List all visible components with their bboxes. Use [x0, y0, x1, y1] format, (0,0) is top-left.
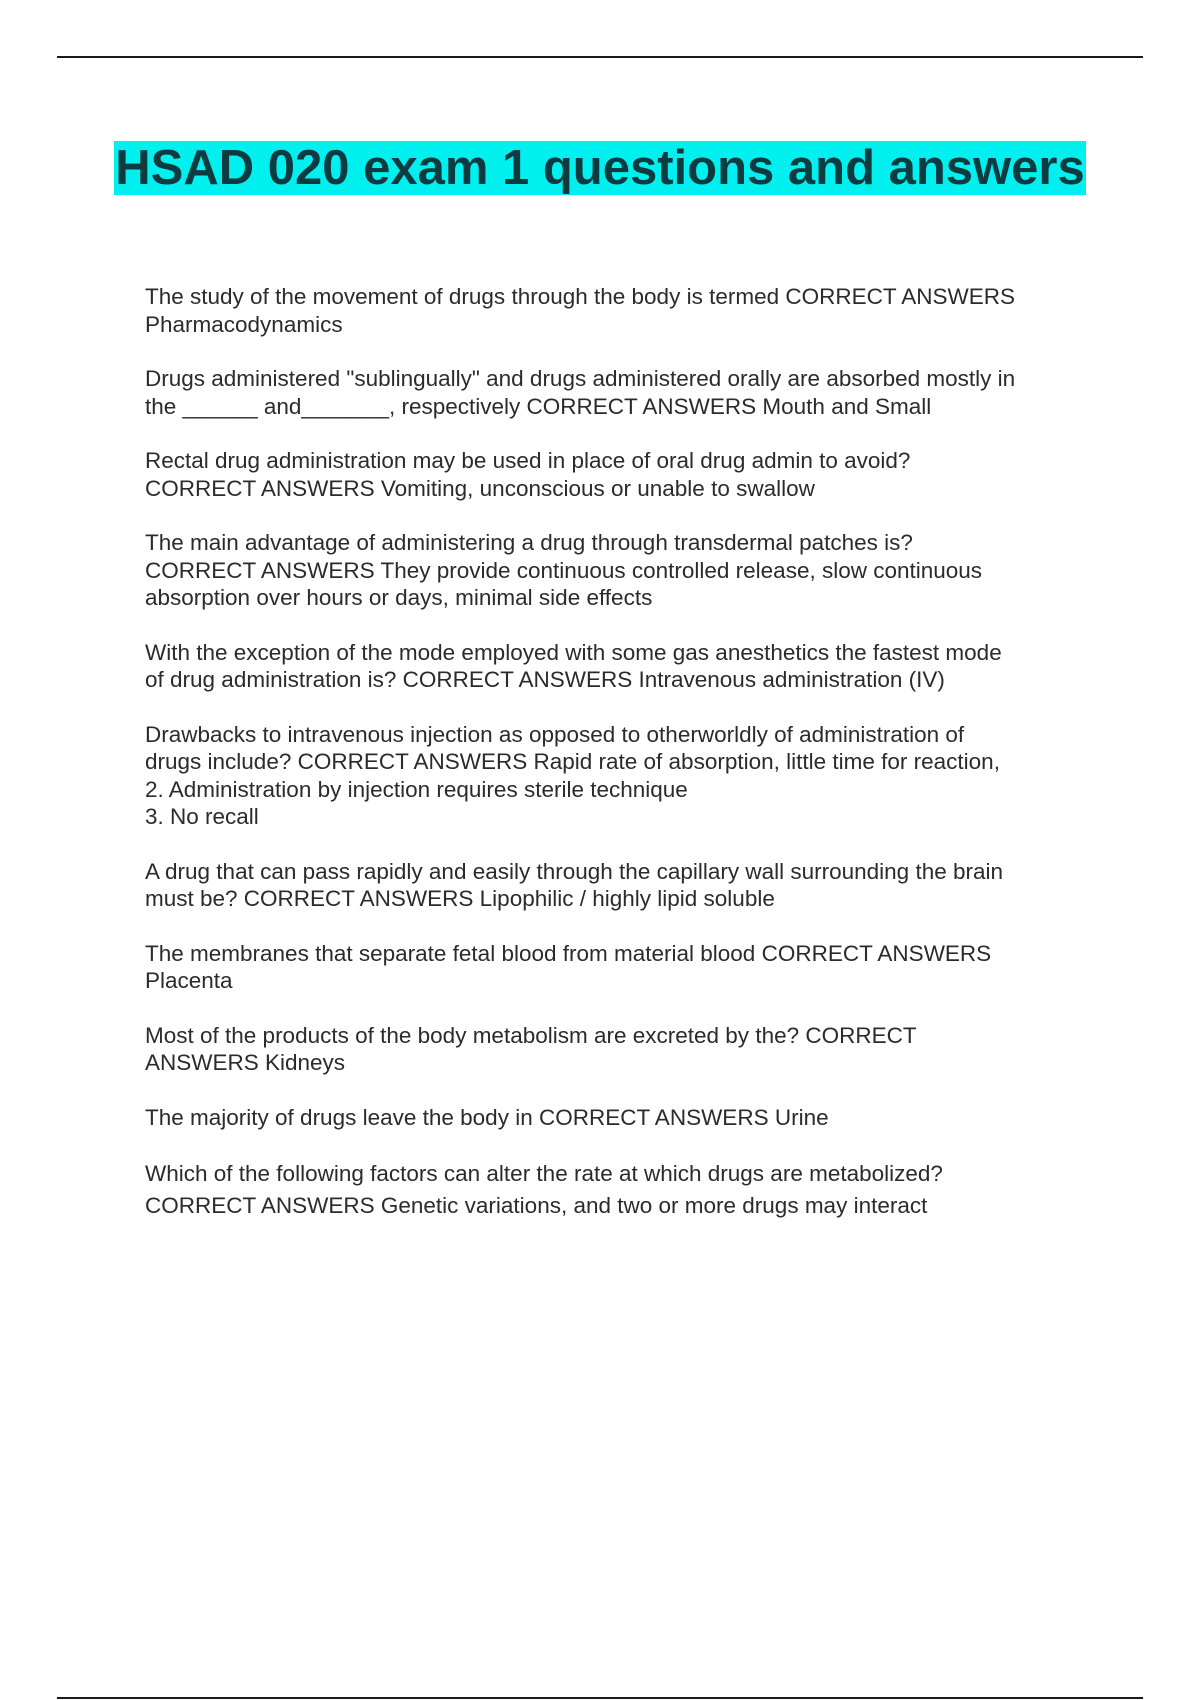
qa-text — [145, 639, 1090, 694]
qa-text — [145, 858, 1090, 913]
qa-line: The membranes that separate fetal blood from material blood CORRECT ANSWERS — [145, 940, 992, 966]
qa-line: 3. No recall — [145, 804, 259, 829]
qa-line: 2. Administration by injection requires sterile technique — [145, 776, 688, 802]
title-block — [57, 140, 1143, 197]
qa-item — [145, 283, 1090, 338]
qa-text — [145, 529, 1090, 612]
qa-text — [145, 1158, 1090, 1222]
qa-line: With the exception of the mode employed with some gas anesthetics the fastest mode — [145, 639, 1002, 665]
qa-text — [145, 283, 1090, 338]
qa-item — [145, 940, 1090, 995]
qa-line: of drug administration is? CORRECT ANSWERS Intravenous administration (IV) — [145, 667, 945, 692]
qa-item — [145, 1104, 1090, 1132]
qa-line: drugs include? CORRECT ANSWERS Rapid rate of absorption, little time for reaction, — [145, 749, 1000, 774]
bottom-rule — [57, 1697, 1143, 1699]
qa-text — [145, 721, 1090, 831]
page-title-heading — [57, 140, 1143, 197]
qa-text — [145, 1104, 1090, 1132]
page-title: HSAD 020 exam 1 questions and answers — [115, 141, 1085, 195]
qa-line: ANSWERS Kidneys — [145, 1050, 346, 1075]
qa-item — [145, 1158, 1090, 1222]
qa-line: CORRECT ANSWERS Genetic variations, and two or more drugs may interact — [145, 1193, 928, 1218]
qa-item — [145, 721, 1090, 831]
qa-line: The majority of drugs leave the body in CORRECT ANSWERS Urine — [145, 1104, 829, 1130]
qa-line: The main advantage of administering a drug through transdermal patches is? — [145, 530, 913, 555]
qa-line: Drugs administered "sublingually" and drugs administered orally are absorbed mostly in — [145, 366, 1016, 391]
qa-item — [145, 365, 1090, 420]
qa-line: the ______ and_______, respectively CORRECT ANSWERS Mouth and Small — [145, 393, 932, 419]
qa-line: Pharmacodynamics — [145, 311, 343, 337]
qa-line: Rectal drug administration may be used in place of oral drug admin to avoid? — [145, 448, 911, 473]
qa-text — [145, 940, 1090, 995]
qa-line: Most of the products of the body metabolism are excreted by the? CORRECT — [145, 1022, 917, 1048]
qa-line: A drug that can pass rapidly and easily through the capillary wall surrounding the brain — [145, 858, 1004, 884]
qa-line: must be? CORRECT ANSWERS Lipophilic / highly lipid soluble — [145, 886, 775, 911]
qa-text — [145, 365, 1090, 420]
qa-line: The study of the movement of drugs through the body is termed CORRECT ANSWERS — [145, 284, 1015, 309]
qa-line: Placenta — [145, 968, 233, 993]
qa-item — [145, 858, 1090, 913]
qa-text — [145, 447, 1090, 502]
qa-line: Which of the following factors can alter the rate at which drugs are metabolized? — [145, 1161, 943, 1186]
qa-line: Drawbacks to intravenous injection as opposed to otherworldly of administration of — [145, 721, 965, 747]
qa-item — [145, 529, 1090, 612]
qa-item — [145, 447, 1090, 502]
top-rule — [57, 56, 1143, 58]
qa-list — [145, 283, 1090, 1249]
qa-line: CORRECT ANSWERS They provide continuous controlled release, slow continuous — [145, 557, 983, 583]
qa-line: absorption over hours or days, minimal side effects — [145, 585, 653, 610]
qa-item — [145, 1022, 1090, 1077]
qa-text — [145, 1022, 1090, 1077]
qa-item — [145, 639, 1090, 694]
qa-line: CORRECT ANSWERS Vomiting, unconscious or unable to swallow — [145, 475, 815, 501]
